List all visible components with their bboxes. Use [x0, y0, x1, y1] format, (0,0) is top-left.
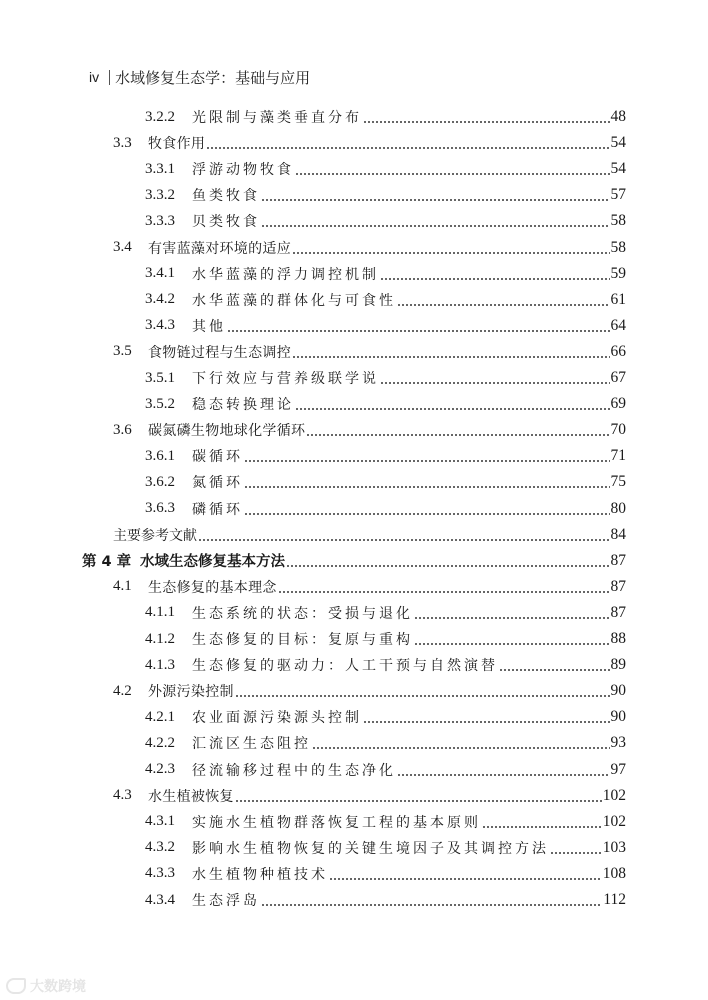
- toc-entry-sub[interactable]: [145, 156, 626, 182]
- toc-entry-sec[interactable]: [113, 417, 626, 443]
- toc-entry-page-number: 80: [610, 499, 626, 517]
- toc-entry-number: 3.4.2: [145, 291, 175, 308]
- watermark-text: 大数跨境: [30, 979, 86, 995]
- toc-entry-number: 3.4.3: [145, 317, 175, 334]
- dot-leader: [295, 164, 610, 178]
- toc-entry-number: 4.1.2: [145, 630, 175, 647]
- toc-entry-page-number: 67: [610, 369, 626, 386]
- toc-entry-page-number: 97: [610, 760, 626, 778]
- toc-entry-sec[interactable]: [113, 130, 626, 156]
- toc-entry-page-number: 108: [602, 864, 626, 882]
- toc-entry-page-number: 58: [610, 238, 626, 256]
- toc-entry-number: 3.5: [113, 343, 132, 360]
- toc-entry-sub[interactable]: [145, 887, 626, 913]
- toc-entry-title: 食物链过程与生态调控: [148, 344, 291, 361]
- toc-entry-title: 汇流区生态阻控: [192, 736, 311, 753]
- toc-entry-sub[interactable]: [145, 261, 626, 287]
- dot-leader: [397, 765, 610, 779]
- toc-entry-number: 4.3.3: [145, 865, 175, 882]
- toc-entry-sub[interactable]: [145, 365, 626, 391]
- toc-entry-number: 4.2: [113, 682, 132, 699]
- toc-entry-sub[interactable]: [145, 443, 626, 469]
- toc-entry-title: 水华蓝藻的群体化与可食性: [192, 292, 396, 309]
- toc-entry-number: 第 4 章: [82, 554, 132, 571]
- toc-entry-title: 外源污染控制: [148, 684, 234, 701]
- dot-leader: [244, 477, 610, 491]
- toc-entry-sub[interactable]: [145, 704, 626, 730]
- toc-entry-title: 生态修复的驱动力：人工干预与自然演替: [192, 658, 498, 675]
- toc-entry-sec[interactable]: [113, 678, 626, 704]
- dot-leader: [550, 843, 602, 857]
- toc-entry-number: 3.3.2: [145, 186, 175, 203]
- toc-entry-number: 4.1.1: [145, 604, 175, 621]
- toc-entry-sub[interactable]: [145, 287, 626, 313]
- dot-leader: [363, 712, 610, 726]
- toc-entry-page-number: 89: [610, 656, 626, 674]
- toc-entry-sub[interactable]: [145, 469, 626, 495]
- toc-entry-title: 水生植被恢复: [148, 788, 234, 805]
- toc-entry-number: 3.6.2: [145, 473, 175, 490]
- toc-entry-sub[interactable]: [145, 626, 626, 652]
- toc-entry-title: 牧食作用: [148, 136, 206, 153]
- watermark-logo-icon: [6, 978, 26, 994]
- dot-leader: [312, 738, 610, 752]
- toc-entry-sec[interactable]: [113, 783, 626, 809]
- toc-entry-number: 4.2.3: [145, 761, 175, 777]
- toc-entry-title: 磷循环: [192, 501, 243, 518]
- toc-entry-sub[interactable]: [145, 391, 626, 417]
- dot-leader: [206, 138, 609, 152]
- toc-entry-page-number: 70: [610, 421, 626, 439]
- book-title: 水域修复生态学：基础与应用: [115, 68, 311, 87]
- dot-leader: [397, 295, 610, 309]
- toc-entry-number: 4.3.2: [145, 839, 175, 856]
- toc-entry-page-number: 54: [610, 160, 626, 178]
- running-header: [89, 66, 310, 88]
- toc-entry-title: 径流输移过程中的生态净化: [192, 762, 396, 779]
- toc-entry-title: 氮循环: [192, 475, 243, 492]
- toc-entry-number: 4.2.1: [145, 708, 175, 725]
- toc-entry-page-number: 112: [603, 891, 626, 908]
- dot-leader: [499, 660, 610, 674]
- toc-entry-ref[interactable]: [113, 522, 626, 548]
- toc-entry-sub[interactable]: [145, 208, 626, 234]
- toc-entry-title: 实施水生植物群落恢复工程的基本原则: [192, 814, 481, 831]
- toc-entry-title: 浮游动物牧食: [192, 162, 294, 179]
- toc-entry-title: 生态浮岛: [192, 893, 260, 909]
- toc-entry-title: 有害蓝藻对环境的适应: [148, 240, 291, 257]
- dot-leader: [295, 399, 610, 413]
- toc-entry-number: 4.1: [113, 578, 132, 595]
- toc-entry-title: 鱼类牧食: [192, 188, 260, 205]
- toc-entry-title: 稳态转换理论: [192, 397, 294, 414]
- toc-entry-title: 生态修复的目标：复原与重构: [192, 632, 413, 648]
- toc-entry-sub[interactable]: [145, 313, 626, 339]
- toc-entry-sub[interactable]: [145, 496, 626, 522]
- toc-entry-sub[interactable]: [145, 600, 626, 626]
- toc-entry-number: 4.3.4: [145, 891, 175, 908]
- dot-leader: [380, 373, 610, 387]
- toc-entry-number: 3.5.1: [145, 369, 175, 386]
- toc-entry-number: 3.4: [113, 239, 132, 255]
- toc-entry-title: 水华蓝藻的浮力调控机制: [192, 266, 379, 283]
- dot-leader: [414, 634, 610, 648]
- toc-entry-sub[interactable]: [145, 861, 626, 887]
- toc-entry-page-number: 75: [610, 473, 626, 491]
- toc-entry-sec[interactable]: [113, 574, 626, 600]
- toc-entry-number: 4.1.3: [145, 656, 175, 673]
- dot-leader: [235, 686, 610, 700]
- dot-leader: [380, 269, 610, 283]
- toc-entry-number: 3.6: [113, 421, 132, 438]
- toc-entry-title: 其他: [192, 318, 226, 335]
- toc-entry-page-number: 71: [610, 447, 626, 465]
- toc-entry-page-number: 102: [602, 786, 626, 804]
- toc-entry-page-number: 64: [610, 316, 626, 334]
- toc-entry-page-number: 66: [610, 342, 626, 360]
- toc-entry-number: 4.2.2: [145, 734, 175, 751]
- dot-leader: [278, 582, 610, 596]
- toc-entry-sub[interactable]: [145, 104, 626, 130]
- toc-entry-page-number: 90: [610, 682, 626, 700]
- toc-entry-page-number: 84: [610, 525, 626, 543]
- toc-entry-number: 3.3.3: [145, 212, 175, 229]
- toc-entry-page-number: 87: [610, 551, 626, 569]
- toc-entry-sub[interactable]: [145, 757, 626, 783]
- toc-entry-page-number: 59: [610, 264, 626, 282]
- dot-leader: [261, 190, 610, 204]
- toc-entry-number: 3.4.1: [145, 265, 175, 282]
- toc-entry-number: 3.5.2: [145, 395, 175, 412]
- toc-entry-number: 3.3.1: [145, 160, 175, 177]
- toc-entry-title: 贝类牧食: [192, 214, 260, 231]
- toc-entry-page-number: 87: [610, 577, 626, 595]
- dot-leader: [292, 243, 610, 257]
- dot-leader: [244, 504, 610, 518]
- toc-entry-chap[interactable]: [82, 548, 626, 574]
- toc-entry-page-number: 90: [610, 708, 626, 726]
- dot-leader: [261, 216, 610, 230]
- toc-entry-page-number: 87: [610, 603, 626, 621]
- toc-entry-title: 碳循环: [192, 449, 243, 466]
- toc-entry-title: 生态系统的状态：受损与退化: [192, 605, 413, 622]
- toc-entry-page-number: 103: [602, 838, 626, 856]
- header-divider: [109, 70, 110, 85]
- dot-leader: [235, 791, 602, 805]
- dot-leader: [414, 608, 610, 622]
- toc-entry-sec[interactable]: [113, 339, 626, 365]
- dot-leader: [363, 112, 610, 126]
- toc-entry-page-number: 93: [610, 734, 626, 752]
- toc-entry-page-number: 102: [602, 812, 626, 830]
- dot-leader: [261, 895, 602, 909]
- toc-entry-sub[interactable]: [145, 182, 626, 208]
- dot-leader: [482, 817, 602, 831]
- toc-entry-number: 4.3: [113, 787, 132, 804]
- toc-entry-title: 农业面源污染源头控制: [192, 710, 362, 727]
- toc-entry-page-number: 54: [610, 134, 626, 152]
- toc-entry-title: 水生植物种植技术: [192, 866, 328, 883]
- toc-entry-title: 影响水生植物恢复的关键生境因子及其调控方法: [192, 840, 549, 857]
- dot-leader: [286, 556, 610, 570]
- toc-entry-page-number: 61: [610, 290, 626, 308]
- toc-entry-title: 光限制与藻类垂直分布: [192, 110, 362, 126]
- toc-entry-number: 3.6.3: [145, 500, 175, 516]
- toc-entry-title: 主要参考文献: [113, 527, 197, 544]
- dot-leader: [198, 530, 610, 544]
- dot-leader: [244, 451, 610, 465]
- toc-entry-page-number: 57: [610, 186, 626, 204]
- dot-leader: [329, 869, 602, 883]
- dot-leader: [227, 321, 610, 335]
- toc-entry-number: 3.2.2: [145, 108, 175, 125]
- dot-leader: [292, 347, 610, 361]
- toc-entry-page-number: 88: [610, 630, 626, 647]
- toc-entry-title: 水域生态修复基本方法: [140, 554, 285, 571]
- toc-entry-sub[interactable]: [145, 809, 626, 835]
- page-folio: iv: [89, 69, 100, 85]
- toc-entry-page-number: 69: [610, 395, 626, 413]
- toc-entry-page-number: 58: [610, 212, 626, 230]
- toc-entry-title: 生态修复的基本理念: [148, 579, 277, 596]
- toc-entry-sub[interactable]: [145, 730, 626, 756]
- toc-entry-title: 下行效应与营养级联学说: [192, 371, 379, 387]
- dot-leader: [306, 425, 609, 439]
- toc-entry-title: 碳氮磷生物地球化学循环: [148, 423, 306, 440]
- toc-entry-number: 3.6.1: [145, 447, 175, 464]
- toc-entry-page-number: 48: [610, 108, 626, 125]
- toc-entry-number: 3.3: [113, 134, 132, 151]
- toc-entry-sub[interactable]: [145, 835, 626, 861]
- toc-entry-sub[interactable]: [145, 652, 626, 678]
- toc-entry-number: 4.3.1: [145, 813, 175, 830]
- watermark: [6, 976, 86, 996]
- toc-entry-sec[interactable]: [113, 235, 626, 261]
